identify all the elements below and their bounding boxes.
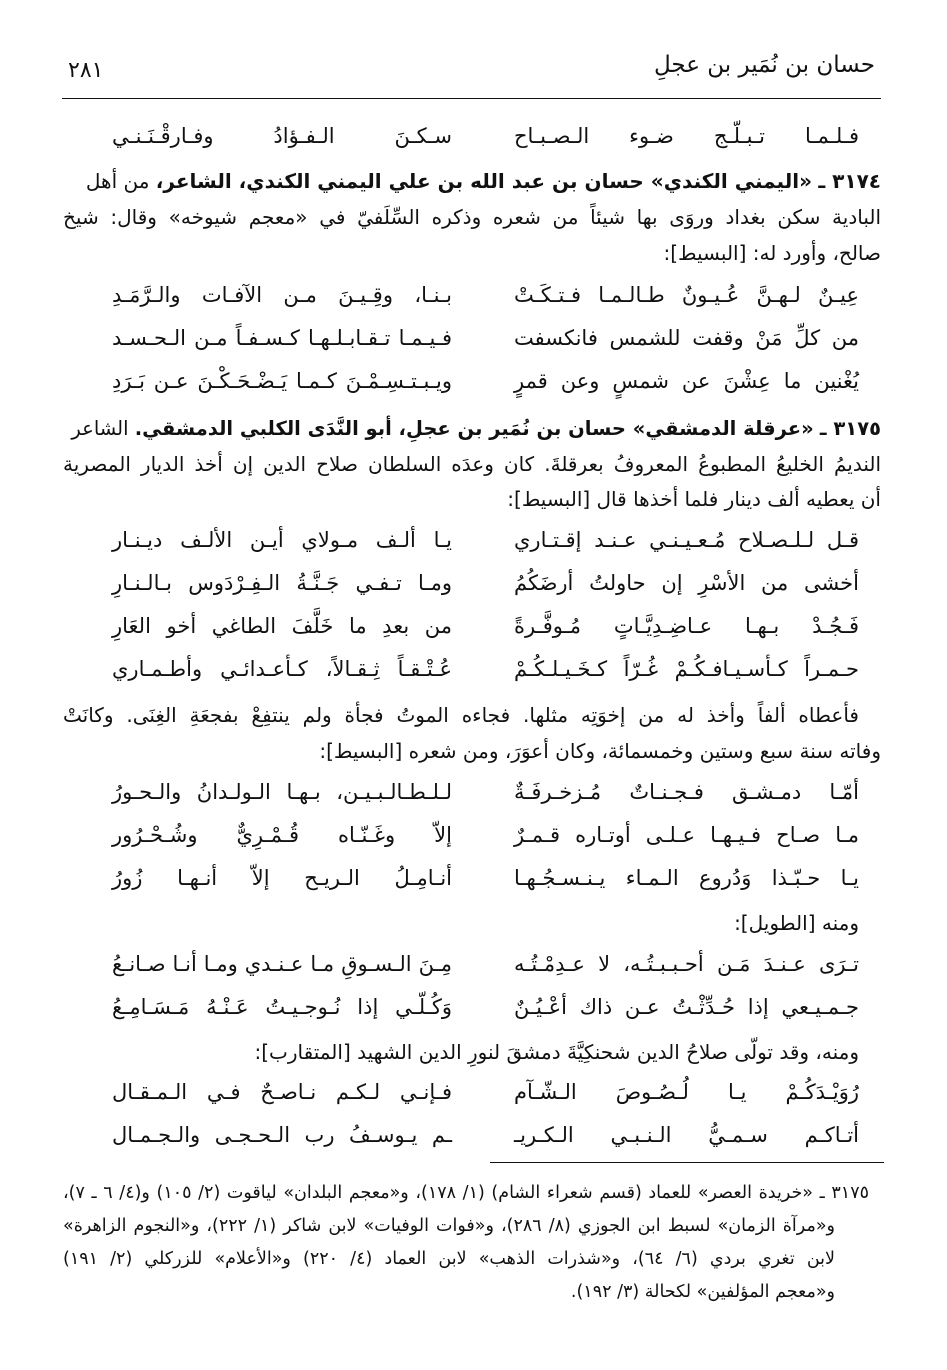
prose-paragraph-line: فأعطاه ألفاً وأخذ له من إخوَتِه مثلها. فجاءه الموتُ فجأة ولم ينتفِعْ بفجعَةِ الغِنَى. وكانَتْ bbox=[63, 703, 859, 727]
verse-left-hemistich: بـنـا، وقِـيـنَ مـن الآفـات والـرَّمَـدِ bbox=[112, 283, 452, 307]
verse-right-hemistich: أخشى من الأسْرِ إن حاولتُ أرضَكُمُ bbox=[514, 571, 859, 595]
verse-right-hemistich: فَـجُـدْ بـهـا عـاضِـدِيَّـاتٍ مُـوفَّـرةً bbox=[514, 614, 859, 638]
footnote-line: ٣١٧٥ ـ «خريدة العصر» للعماد (قسم شعراء الشام) (١/ ١٧٨)، و«معجم البلدان» لياقوت (٢/ ١٠٥) و(٤/ ٦ ـ ٧)، bbox=[63, 1183, 869, 1203]
verse-left-hemistich: مِـنَ الـسـوقِ مـا عـنـدي ومـا أنـا صـانـعُ bbox=[112, 952, 452, 976]
entry-3174-line-2: البادية سكن بغداد وروَى بها شيئاً من شعره وذكره السِّلَفيّ في «معجم شيوخه» وقال: شيخ bbox=[63, 205, 881, 229]
entry-number: ٣١٧٤ ـ bbox=[818, 169, 881, 193]
verse-right-hemistich: قـل لـلـصـلاح مُـعـيـنـي عـنـد إقـتـاري bbox=[514, 528, 859, 552]
footnote-rule bbox=[490, 1162, 884, 1163]
footnote-line: و«مرآة الزمان» لسبط ابن الجوزي (٨/ ٢٨٦)، و«فوات الوفيات» لابن شاكر (١/ ٢٢٢)، و«النجوم الزاهرة» bbox=[63, 1216, 835, 1236]
verse-left-hemistich: إلاّ وغَـنّـاه قُـمْـرِيٌّ وشُـحْـرُور bbox=[112, 823, 452, 847]
entry-title: «عرقلة الدمشقي» حسان بن نُمَير بن عجلِ، أبو النَّدَى الكلبي الدمشقي. bbox=[134, 417, 814, 440]
entry-title: «اليمني الكندي» حسان بن عبد الله بن علي اليمني الكندي، الشاعر، bbox=[155, 169, 812, 193]
running-header-title: حسان بن نُمَير بن عجلِ bbox=[653, 52, 875, 78]
verse-right-hemistich: أمّـا دمـشـق فـجـنـاتٌ مُـزخـرفَـةٌ bbox=[514, 780, 859, 804]
verse-left-hemistich: سـكـنَ الـفـؤادُ وفـارقْـنَـنـي bbox=[112, 124, 452, 148]
verse-left-hemistich: يـا ألـف مـولاي أيـن الألـف ديـنـار bbox=[112, 528, 452, 552]
verse-left-hemistich: ومـا تـفـي جَـنَّـةُ الـفِـرْدَوس بـالـنـارِ bbox=[112, 571, 452, 595]
entry-3175-line-3: أن يعطيه ألف دينار فلما أخذها قال [البسيط]: bbox=[507, 487, 881, 511]
verse-right-hemistich: جـمـيـعي إذا حُـدِّثْـتُ عـن ذاك أعْـيُـنٌ bbox=[514, 995, 859, 1019]
verse-intro: ومنه [الطويل]: bbox=[734, 911, 859, 935]
footnote-line: لابن تغري بردي (٦/ ٦٤)، و«شذرات الذهب» لابن العماد (٤/ ٢٢٠) و«الأعلام» للزركلي (٢/ ١٩١) bbox=[63, 1249, 835, 1269]
verse-right-hemistich: حـمـراً كـأسـيـافـكُـمْ غُـرّاً كـخَـيـلـكُـمْ bbox=[514, 657, 859, 681]
footnote-line: و«معجم المؤلفين» لكحالة (٣/ ١٩٢). bbox=[570, 1282, 835, 1302]
entry-3175-heading bbox=[63, 417, 881, 440]
verse-right-hemistich: مـا صـاح فـيـهـا عـلـى أوتـاره قـمـرٌ bbox=[514, 823, 859, 847]
page-number: ٢٨١ bbox=[68, 58, 104, 83]
verse-right-hemistich: فـلـمـا تـبـلّـج ضـوء الـصـبـاح bbox=[514, 124, 859, 148]
verse-left-hemistich: ويـبـتـسِـمْـنَ كـمـا يَـضْـحَـكْـنَ عـن بَـرَدِ bbox=[112, 369, 452, 393]
verse-right-hemistich: يـا حـبّـذا وَدُروع الـمـاء يـنـسـجُـهـا bbox=[514, 866, 859, 890]
verse-right-hemistich: أتـاكـم سـمـيُّ الـنـبـي الـكـريـ bbox=[514, 1123, 859, 1147]
verse-right-hemistich: من كلِّ مَنْ وقفت للشمس فانكسفت bbox=[514, 326, 859, 350]
verse-left-hemistich: من بعدِ ما خَلَّفَ الطاغي أخو العَارِ bbox=[112, 614, 452, 638]
verse-left-hemistich: وَكُـلّـي إذا نُـوجـيـتُ عَـنْـهُ مَـسَـامِـعُ bbox=[112, 995, 452, 1019]
verse-left-hemistich: لـلـطـالـبـيـن، بـهـا الـولـدانُ والـحـورُ bbox=[112, 780, 452, 804]
entry-text: الشاعر bbox=[71, 417, 129, 440]
verse-left-hemistich: ـم يـوسـفُ رب الـحـجـى والـجـمـال bbox=[112, 1123, 452, 1147]
verse-left-hemistich: أنـامِـلُ الـريـح إلاّ أنـهـا زُورُ bbox=[112, 866, 452, 890]
verse-left-hemistich: فـيـمـا تـقـابـلـهـا كـسـفـاً مـن الـحـسـد bbox=[112, 326, 452, 350]
entry-3174-heading bbox=[63, 169, 881, 193]
verse-right-hemistich: عِيـنٌ لـهـنَّ عُـيـونٌ طـالـمـا فـتـكَـتْ bbox=[514, 283, 859, 307]
header-rule bbox=[62, 98, 881, 99]
verse-intro: ومنه، وقد تولّى صلاحُ الدين شحنكِيَّةَ دمشقَ لنورِ الدين الشهيد [المتقارب]: bbox=[254, 1040, 859, 1064]
entry-text: من أهل bbox=[85, 169, 150, 193]
verse-left-hemistich: فـإنـي لـكـم نـاصـحٌ فـي الـمـقـال bbox=[112, 1080, 452, 1104]
entry-3175-line-2: النديمُ الخليعُ المطبوعُ المعروفُ بعرقلةَ. كان وعدَه السلطان صلاح الدين إن أخذ الديار المصرية bbox=[63, 452, 881, 476]
verse-right-hemistich: رُوَيْـدَكُـمْ يـا لُـصُـوصَ الـشّـآم bbox=[514, 1080, 859, 1104]
entry-number: ٣١٧٥ ـ bbox=[819, 417, 881, 440]
verse-left-hemistich: عُـتْـقـاً ثِـقـالاً، كـأعـدائـي وأطـمـاري bbox=[112, 657, 452, 681]
prose-paragraph-line: وفاته سنة سبع وستين وخمسمائة، وكان أعوَرَ، ومن شعره [البسيط]: bbox=[319, 739, 881, 763]
verse-right-hemistich: يُغْنين ما عِشْنَ عن شمسٍ وعن قمرٍ bbox=[514, 369, 859, 393]
verse-right-hemistich: تـرَى عـنـدَ مَـن أحـبـبـتُـه، لا عـدِمْـتُـه bbox=[514, 952, 859, 976]
entry-3174-line-3: صالح، وأورد له: [البسيط]: bbox=[663, 241, 881, 265]
